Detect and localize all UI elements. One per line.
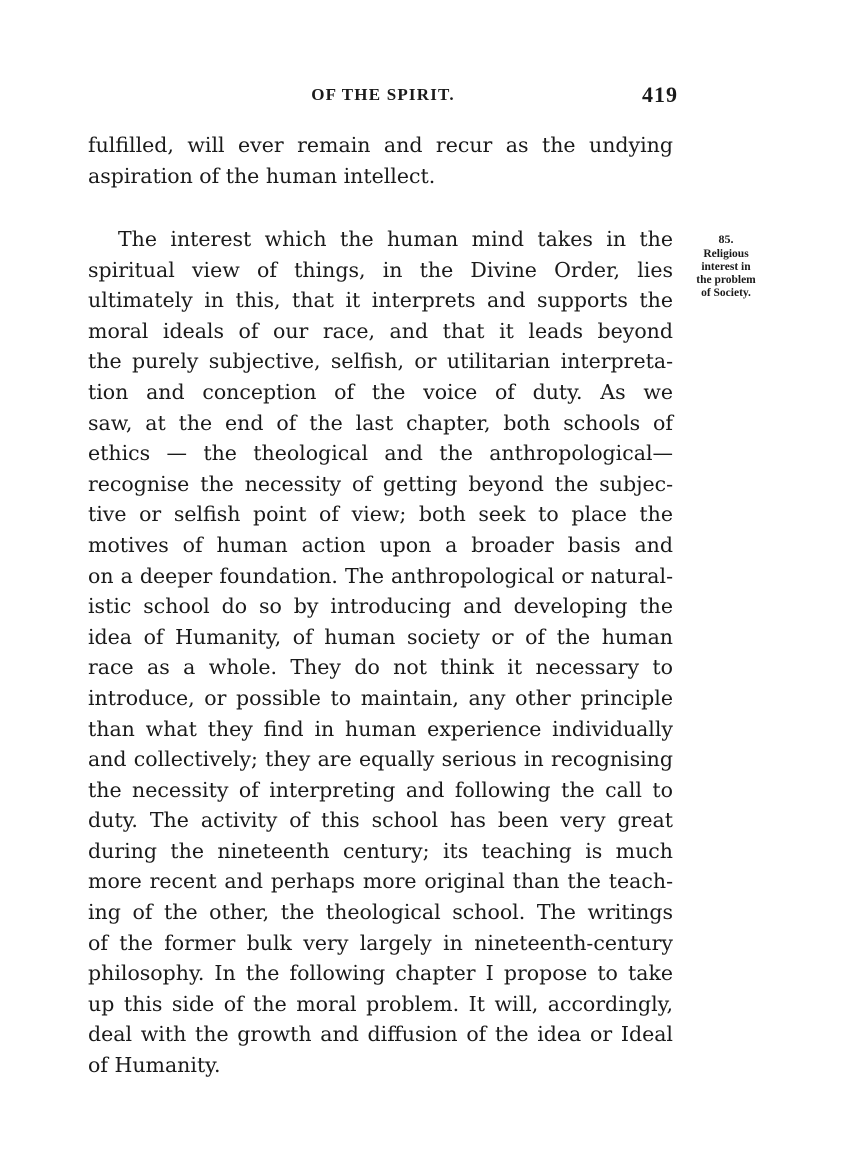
text-line: tive or selfish point of view; both seek to place the xyxy=(88,502,673,527)
paragraph-continuation xyxy=(88,130,673,191)
text-line: recognise the necessity of getting beyond the subjec- xyxy=(88,471,673,496)
text-line: fulfilled, will ever remain and recur as the undying xyxy=(88,133,673,157)
text-line: motives of human action upon a broader basis and xyxy=(88,532,673,557)
text-line: spiritual view of things, in the Divine Order, lies xyxy=(88,257,673,282)
text-line: ultimately in this, that it interprets and supports the xyxy=(88,288,673,313)
text-line: aspiration of the human intellect. xyxy=(88,163,436,188)
running-title: OF THE SPIRIT. xyxy=(311,85,455,104)
margin-note-line: Religious xyxy=(703,248,749,260)
text-line: idea of Humanity, of human society or of the human xyxy=(88,624,673,649)
text-line: istic school do so by introducing and developing the xyxy=(88,594,673,619)
text-line: ethics — the theological and the anthropological— xyxy=(88,441,673,466)
margin-note-number: 85. xyxy=(718,232,734,246)
paragraph-main xyxy=(88,224,673,1081)
text-line: than what they find in human experience individually xyxy=(88,716,673,741)
text-line: of Humanity. xyxy=(88,1053,221,1078)
text-line: and collectively; they are equally serious in recognising xyxy=(88,747,673,772)
text-line: the necessity of interpreting and following the call to xyxy=(88,777,673,802)
page-number: 419 xyxy=(642,82,678,107)
text-line: saw, at the end of the last chapter, both schools of xyxy=(88,410,673,435)
text-line: philosophy. In the following chapter I propose to take xyxy=(88,961,673,986)
text-line: the purely subjective, selfish, or utilitarian interpreta- xyxy=(88,349,673,374)
text-line: duty. The activity of this school has been very great xyxy=(88,808,673,833)
text-line: race as a whole. They do not think it necessary to xyxy=(88,655,673,680)
text-line: deal with the growth and diffusion of the idea or Ideal xyxy=(88,1022,673,1047)
text-line: of the former bulk very largely in nineteenth-century xyxy=(88,930,673,955)
text-line: up this side of the moral problem. It will, accordingly, xyxy=(88,991,673,1016)
running-head xyxy=(88,82,678,108)
text-line: moral ideals of our race, and that it leads beyond xyxy=(88,318,673,343)
text-line: during the nineteenth century; its teaching is much xyxy=(88,838,673,863)
text-line: ing of the other, the theological school. The writings xyxy=(88,900,673,925)
text-line: tion and conception of the voice of duty. As we xyxy=(88,379,673,404)
margin-note-line: of Society. xyxy=(701,287,751,299)
margin-note-line: the problem xyxy=(696,274,756,286)
text-line: on a deeper foundation. The anthropological or natural- xyxy=(88,563,673,588)
text-line: more recent and perhaps more original than the teach- xyxy=(88,869,673,894)
margin-note-line: interest in xyxy=(701,261,751,273)
text-line: The interest which the human mind takes in the xyxy=(118,227,673,251)
margin-note xyxy=(681,233,771,300)
text-line: introduce, or possible to maintain, any other principle xyxy=(88,685,673,710)
